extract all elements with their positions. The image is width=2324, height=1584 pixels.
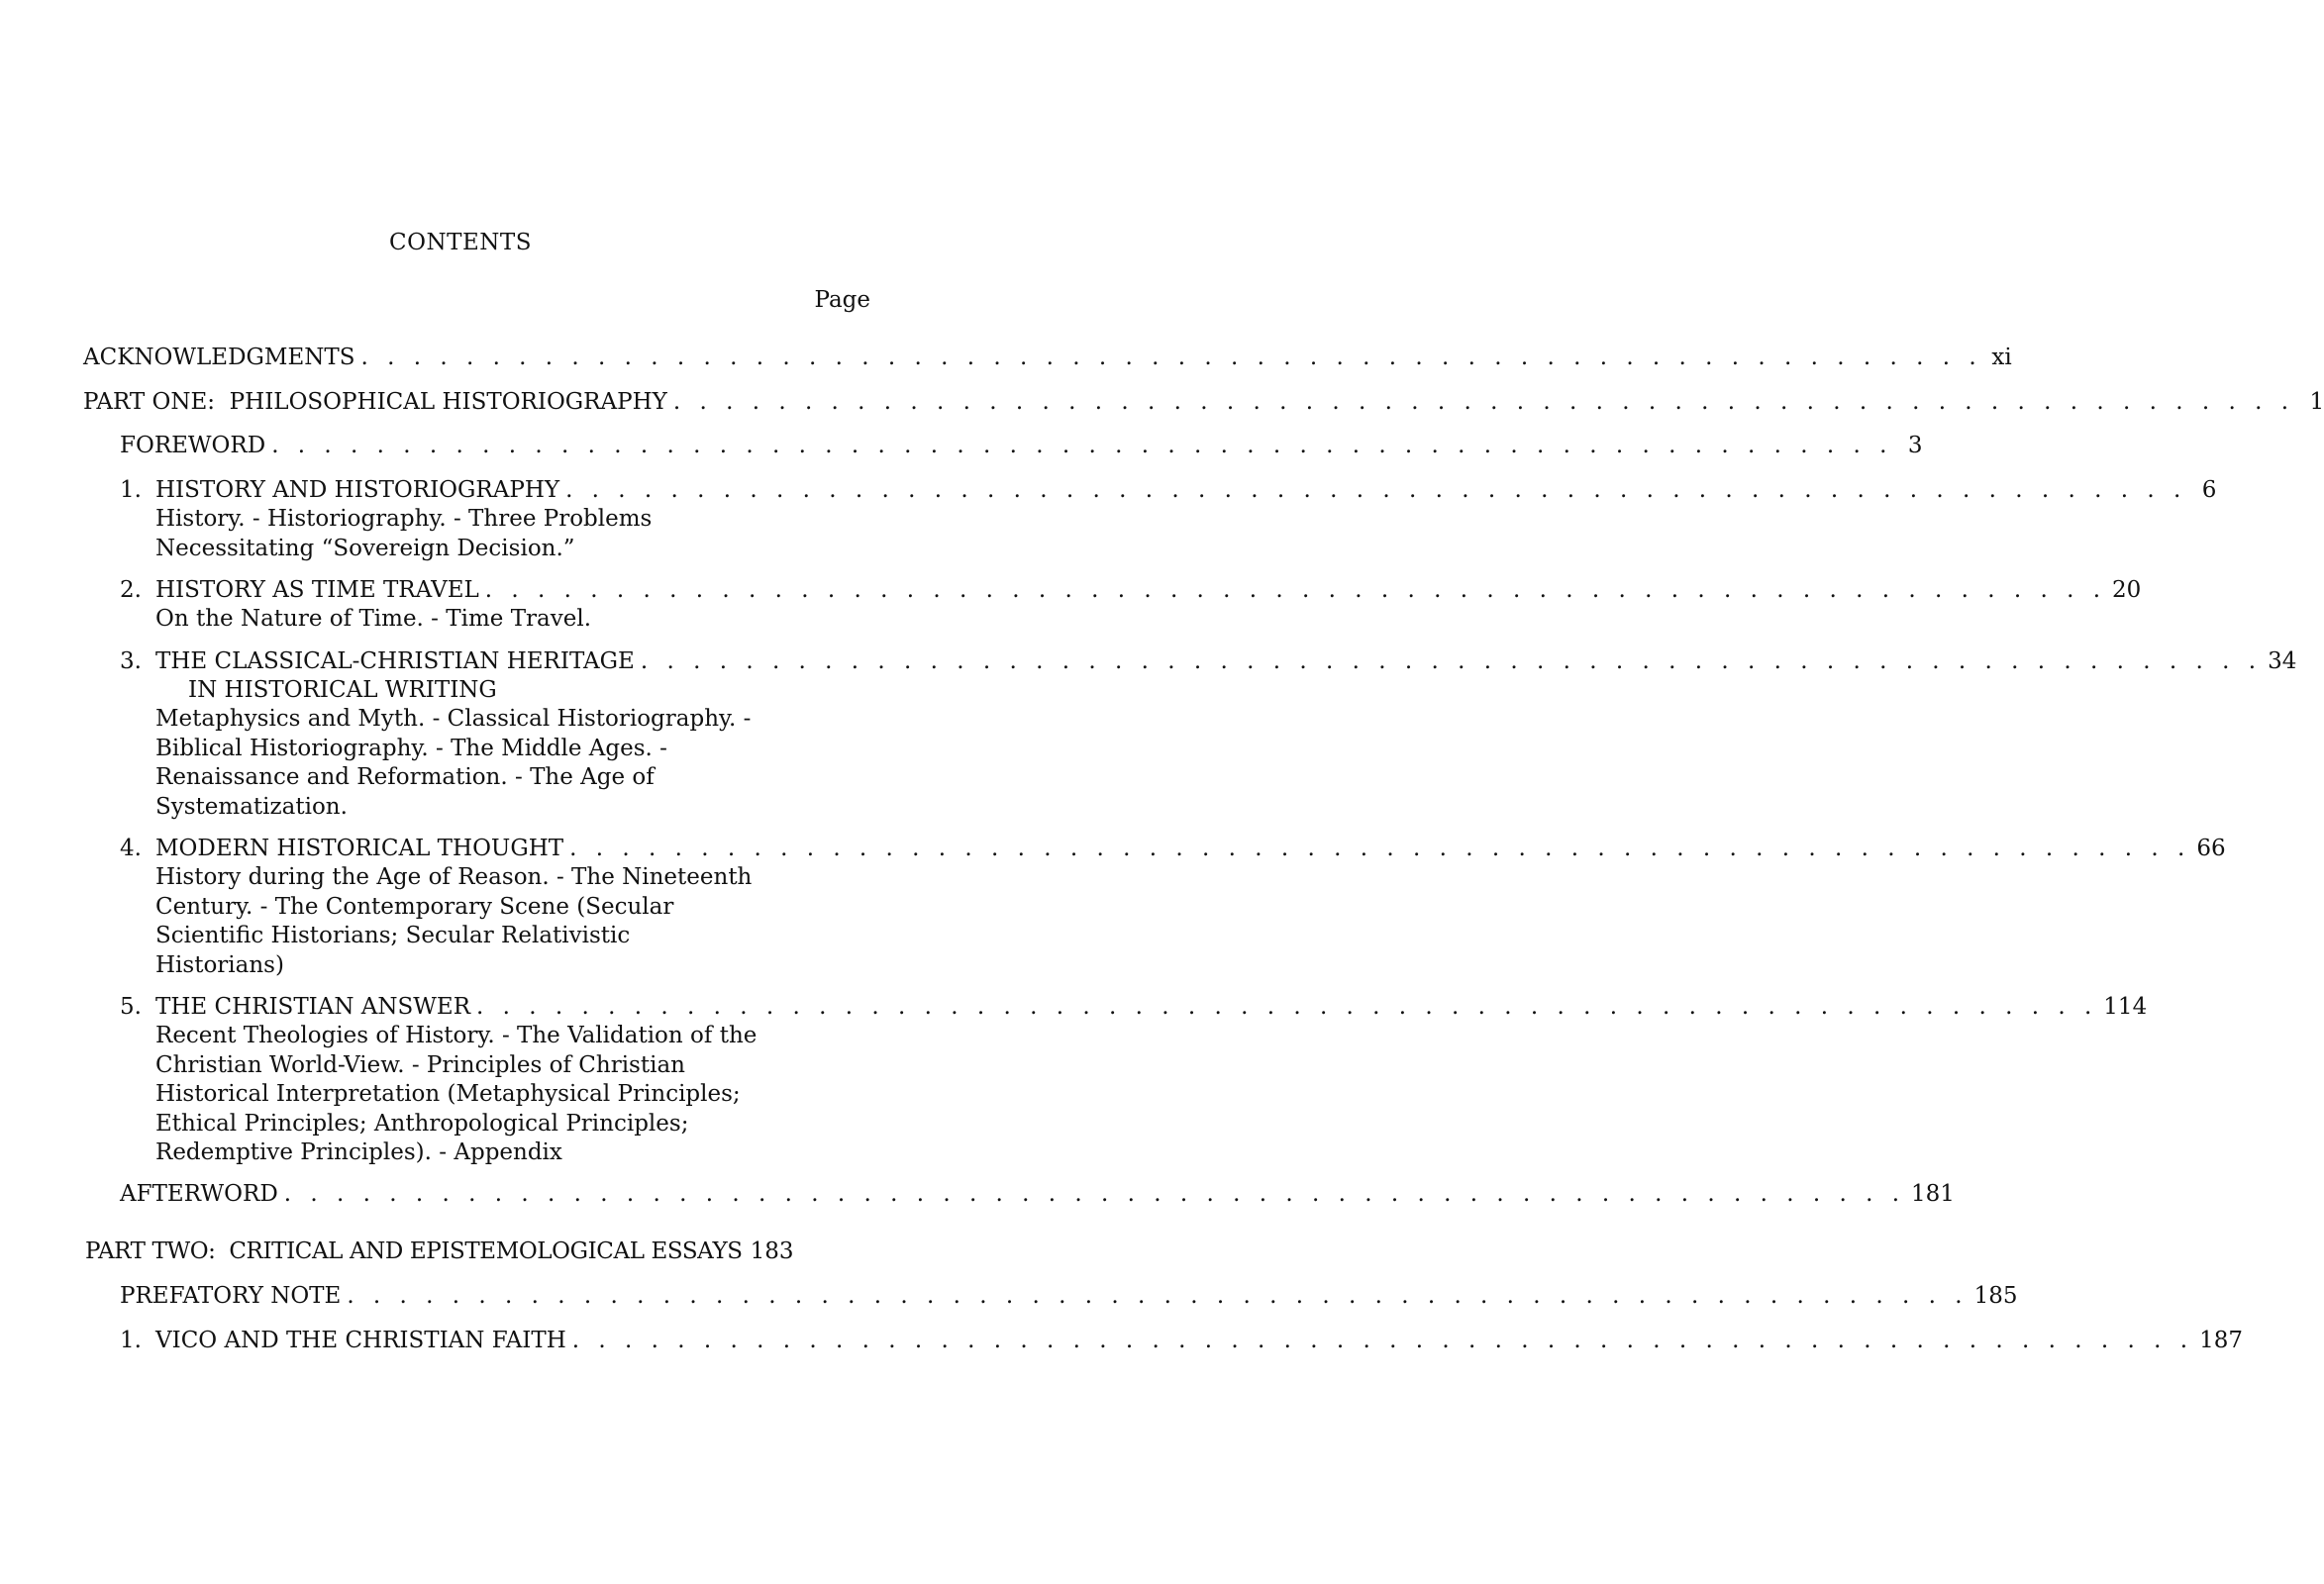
- chapter-2-subtopics: On the Nature of Time. - Time Travel.: [155, 606, 592, 632]
- page-column-label: Page: [814, 287, 870, 313]
- dot-leader: . . . . . . . . . . . . . . . . . . . . . . . . . . . . . . . . . . . . . . . . . . . . . . . . . . . . . . . . . . . . . .: [283, 1181, 1906, 1207]
- toc-entry-label: [120, 476, 559, 505]
- chapter-title: HISTORY AS TIME TRAVEL: [155, 577, 479, 603]
- chapter-3-subtopics: Metaphysics and Myth. - Classical Historiography. - Biblical Historiography. - The Middle Ages. - Renaissance and Reformation. - The Age of Systematization.: [155, 706, 752, 820]
- chapter-number: 5.: [120, 994, 142, 1020]
- chapter-number: 3.: [120, 648, 142, 674]
- dot-leader: . . . . . . . . . . . . . . . . . . . . . . . . . . . . . . . . . . . . . . . . . . . . . . . . . . . . . . . . . . . . . .: [347, 1283, 1969, 1309]
- toc-entry-page: 114: [2103, 994, 2148, 1020]
- chapter-title: MODERN HISTORICAL THOUGHT: [155, 836, 564, 861]
- toc-entry-label: PART TWO: CRITICAL AND EPISTEMOLOGICAL ESSAYS: [85, 1238, 743, 1264]
- chapter-1-subtopics: History. - Historiography. - Three Problems Necessitating “Sovereign Decision.”: [155, 506, 653, 561]
- chapter-title: THE CLASSICAL-CHRISTIAN HERITAGE: [155, 648, 635, 674]
- toc-entry-chapter-5[interactable]: [120, 993, 2148, 1022]
- chapter-3-title-continued: IN HISTORICAL WRITING: [188, 677, 497, 703]
- chapter-number: 1.: [120, 477, 142, 503]
- toc-entry-label: PART ONE: PHILOSOPHICAL HISTORIOGRAPHY: [83, 389, 667, 415]
- toc-entry-acknowledgments[interactable]: [83, 344, 2012, 372]
- toc-entry-chapter-4[interactable]: [120, 835, 2226, 863]
- chapter-number: 2.: [120, 577, 142, 603]
- chapter-5-subtopics: Recent Theologies of History. - The Validation of the Christian World-View. - Principles of Christian Historical Interpretation (Metaphysical Principles; Ethical Principles; Anthropological Principles; Redemptive Principles). - Appendix: [155, 1023, 758, 1165]
- dot-leader: . . . . . . . . . . . . . . . . . . . . . . . . . . . . . . . . . . . . . . . . . . . . . . . . . . . . . . . . . . . . . .: [571, 1328, 2194, 1353]
- toc-entry-label: ACKNOWLEDGMENTS: [83, 345, 355, 370]
- toc-entry-page: 6: [2201, 477, 2217, 503]
- toc-entry-page: 66: [2196, 836, 2226, 861]
- chapter-4-subtopics: History during the Age of Reason. - The Nineteenth Century. - The Contemporary Scene (Secular Scientific Historians; Secular Relativistic Historians): [155, 864, 753, 978]
- toc-entry-page: 1: [2309, 389, 2324, 415]
- toc-entry-label: [120, 835, 563, 863]
- toc-entry-label: [120, 1327, 566, 1355]
- dot-leader: . . . . . . . . . . . . . . . . . . . . . . . . . . . . . . . . . . . . . . . . . . . . . . . . . . . . . . . . . . . . . .: [640, 648, 2263, 674]
- toc-entry-page: 187: [2199, 1328, 2243, 1353]
- chapter-title: HISTORY AND HISTORIOGRAPHY: [155, 477, 560, 503]
- toc-entry-label: [120, 993, 470, 1022]
- dot-leader: . . . . . . . . . . . . . . . . . . . . . . . . . . . . . . . . . . . . . . . . . . . . . . . . . . . . . . . . . . . . . .: [476, 994, 2098, 1020]
- toc-entry-page: 181: [1911, 1181, 1955, 1207]
- toc-entry-part-two[interactable]: [85, 1238, 859, 1266]
- toc-entry-label: [120, 647, 635, 676]
- dot-leader: . . . . . . . . . . . . . . . . . . . . . . . . . . . . . . . . . . . . . . . . . . . . . . . . . . . . . . . . . . . . . .: [271, 433, 1893, 458]
- toc-entry-page: 183: [750, 1238, 794, 1264]
- dot-leader: . . . . . . . . . . . . . . . . . . . . . . . . . . . . . . . . . . . . . . . . . . . . . . . . . . . . . . . . . . . . . .: [565, 477, 2187, 503]
- toc-entry-afterword[interactable]: [120, 1180, 1955, 1209]
- dot-leader: . . . . . . . . . . . . . . . . . . . . . . . . . . . . . . . . . . . . . . . . . . . . . . . . . . . . . . . . . . . . . .: [360, 345, 1982, 370]
- toc-entry-page: 185: [1973, 1283, 2018, 1309]
- dot-leader: . . . . . . . . . . . . . . . . . . . . . . . . . . . . . . . . . . . . . . . . . . . . . . . . . . . . . . . . . . . . . .: [569, 836, 2191, 861]
- page-title: CONTENTS: [389, 230, 532, 255]
- toc-entry-part-one[interactable]: [83, 388, 2324, 417]
- toc-entry-label: [120, 576, 479, 605]
- chapter-number: 1.: [120, 1328, 142, 1353]
- dot-leader: . . . . . . . . . . . . . . . . . . . . . . . . . . . . . . . . . . . . . . . . . . . . . . . . . . . . . . . . . . . . . .: [672, 389, 2295, 415]
- toc-entry-page: xi: [1991, 345, 2012, 370]
- toc-entry-chapter-2[interactable]: [120, 576, 2142, 605]
- toc-entry-page: 20: [2112, 577, 2142, 603]
- chapter-title: VICO AND THE CHRISTIAN FAITH: [155, 1328, 566, 1353]
- toc-entry-page: 3: [1907, 433, 1923, 458]
- toc-entry-page: 34: [2268, 648, 2297, 674]
- chapter-number: 4.: [120, 836, 142, 861]
- toc-entry-foreword[interactable]: [120, 432, 1923, 460]
- toc-entry-label: AFTERWORD: [120, 1181, 278, 1207]
- toc-entry-prefatory-note[interactable]: [120, 1282, 2018, 1311]
- toc-entry-label: PREFATORY NOTE: [120, 1283, 342, 1309]
- toc-entry-chapter-1[interactable]: [120, 476, 2217, 505]
- dot-leader: . . . . . . . . . . . . . . . . . . . . . . . . . . . . . . . . . . . . . . . . . . . . . . . . . . . . . . . . . . . . . .: [484, 577, 2107, 603]
- chapter-title: THE CHRISTIAN ANSWER: [155, 994, 471, 1020]
- toc-entry-label: FOREWORD: [120, 433, 266, 458]
- toc-entry-part-two-chapter-1[interactable]: [120, 1327, 2243, 1355]
- toc-entry-chapter-3[interactable]: [120, 647, 2297, 676]
